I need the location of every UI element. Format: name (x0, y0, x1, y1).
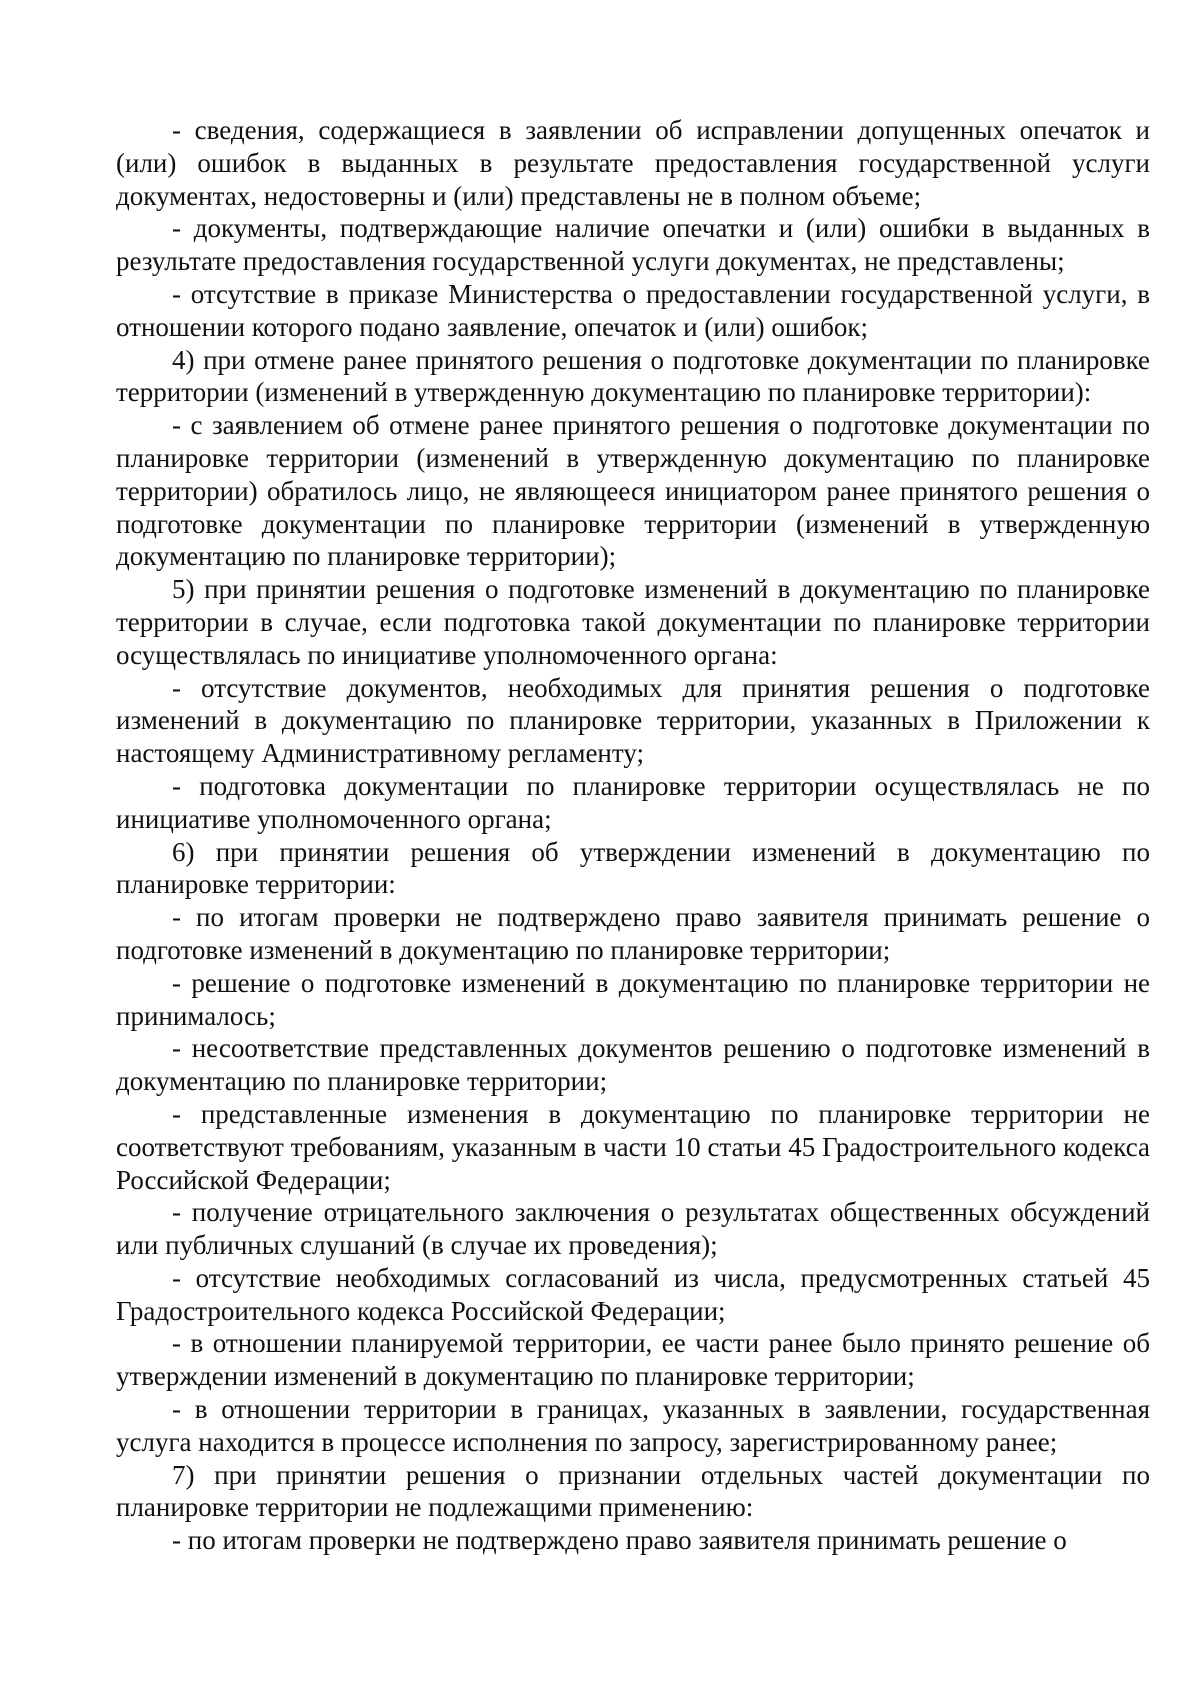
paragraph-13: - представленные изменения в документацию по планировке территории не соответствуют требованиям, указанным в части 10 статьи 45 Градостроительного кодекса Российской Федерации; (116, 1098, 1150, 1195)
paragraph-10: - по итогам проверки не подтверждено право заявителя принимать решение о подготовке изменений в документацию по планировке территории; (116, 902, 1150, 965)
paragraph-19: - по итогам проверки не подтверждено право заявителя принимать решение о (172, 1525, 1067, 1556)
paragraph-1: - сведения, содержащиеся в заявлении об исправлении допущенных опечаток и (или) ошибок в выданных в результате предоставления государственной услуги документах, недостоверны и (или) представлены не в полном объеме; (116, 115, 1150, 211)
paragraph-11: - решение о подготовке изменений в документацию по планировке территории не принималось; (116, 967, 1150, 1031)
paragraph-9: 6) при принятии решения об утверждении изменений в документацию по планировке территории: (116, 836, 1150, 900)
paragraph-5: - с заявлением об отмене ранее принятого решения о подготовке документации по планировке территории (изменений в утвержденную документацию по планировке территории) обратилось лицо, не являющееся инициатором ранее принятого решения о подготовке документации по планировке территории (изменений в утвержденную документацию по планировке территории); (116, 410, 1150, 572)
paragraph-16: - в отношении планируемой территории, ее части ранее было принято решение об утверждении изменений в документацию по планировке территории; (116, 1328, 1150, 1392)
paragraph-3: - отсутствие в приказе Министерства о предоставлении государственной услуги, в отношении которого подано заявление, опечаток и (или) ошибок; (116, 278, 1150, 342)
paragraph-12: - несоответствие представленных документов решению о подготовке изменений в документацию по планировке территории; (116, 1033, 1150, 1097)
paragraph-4: 4) при отмене ранее принятого решения о подготовке документации по планировке территории (изменений в утвержденную документацию по планировке территории): (116, 344, 1150, 408)
document-page (116, 114, 1150, 1557)
paragraph-7: - отсутствие документов, необходимых для принятия решения о подготовке изменений в документацию по планировке территории, указанных в Приложении к настоящему Административному регламенту; (116, 672, 1150, 769)
paragraph-15: - отсутствие необходимых согласований из числа, предусмотренных статьей 45 Градостроительного кодекса Российской Федерации; (116, 1262, 1150, 1326)
paragraph-17: - в отношении территории в границах, указанных в заявлении, государственная услуга находится в процессе исполнения по запросу, зарегистрированному ранее; (116, 1394, 1150, 1457)
paragraph-8: - подготовка документации по планировке территории осуществлялась не по инициативе уполномоченного органа; (116, 770, 1150, 834)
paragraph-14: - получение отрицательного заключения о результатах общественных обсуждений или публичных слушаний (в случае их проведения); (116, 1197, 1150, 1261)
paragraph-2: - документы, подтверждающие наличие опечатки и (или) ошибки в выданных в результате предоставления государственной услуги документах, не представлены; (116, 213, 1150, 277)
paragraph-6: 5) при принятии решения о подготовке изменений в документацию по планировке территории в случае, если подготовка такой документации по планировке территории осуществлялась по инициативе уполномоченного органа: (116, 574, 1150, 670)
paragraph-18: 7) при принятии решения о признании отдельных частей документации по планировке территории не подлежащими применению: (116, 1459, 1150, 1523)
